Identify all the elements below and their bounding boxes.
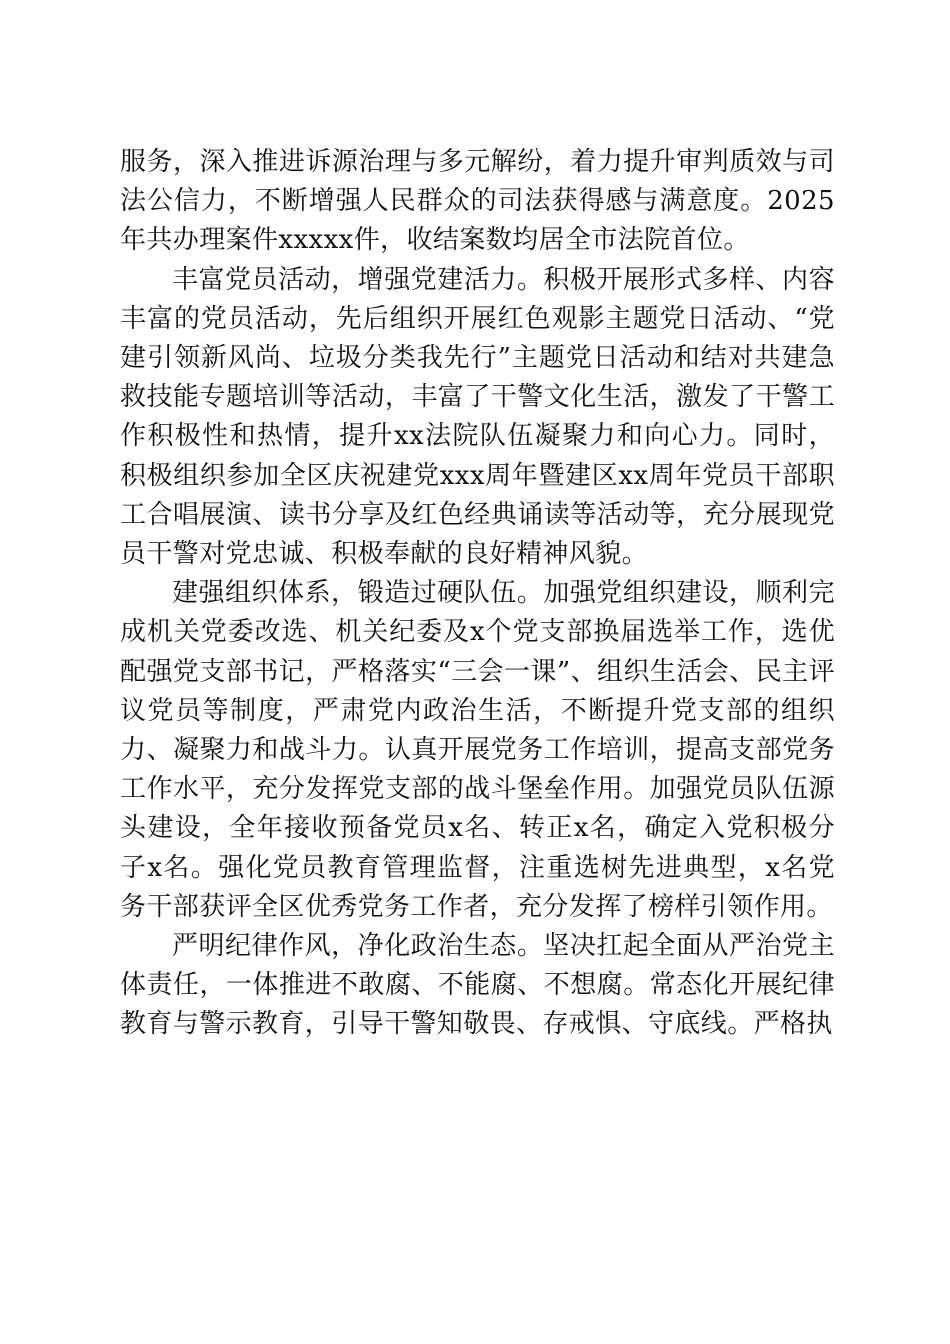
paragraph-party-activities: 丰富党员活动，增强党建活力。积极开展形式多样、内容丰富的党员活动，先后组织开展红色观影主题党日活动、“党建引领新风尚、垃圾分类我先行”主题党日活动和结对共建急救技能专题培训等活动，丰富了干警文化生活，激发了干警工作积极性和热情，提升xx法院队伍凝聚力和向心力。同时，积极组织参加全区庆祝建党xxx周年暨建区xx周年党员干部职工合唱展演、读书分享及红色经典诵读等活动等，充分展现党员干警对党忠诚、积极奉献的良好精神风貌。 — [120, 264, 835, 570]
document-body — [120, 143, 835, 1045]
paragraph-court-service: 服务，深入推进诉源治理与多元解纷，着力提升审判质效与司法公信力，不断增强人民群众的司法获得感与满意度。2025年共办理案件xxxxx件，收结案数均居全市法院首位。 — [120, 147, 835, 256]
paragraph-organization-system: 建强组织体系，锻造过硬队伍。加强党组织建设，顺利完成机关党委改选、机关纪委及x个党支部换届选举工作，选优配强党支部书记，严格落实“三会一课”、组织生活会、民主评议党员等制度，严肃党内政治生活，不断提升党支部的组织力、凝聚力和战斗力。认真开展党务工作培训，提高支部党务工作水平，充分发挥党支部的战斗堡垒作用。加强党员队伍源头建设，全年接收预备党员x名、转正x名，确定入党积极分子x名。强化党员教育管理监督，注重选树先进典型，x名党务干部获评全区优秀党务工作者，充分发挥了榜样引领作用。 — [120, 578, 835, 922]
paragraph-discipline-style: 严明纪律作风，净化政治生态。坚决扛起全面从严治党主体责任，一体推进不敢腐、不能腐、不想腐。常态化开展纪律教育与警示教育，引导干警知敬畏、存戒惧、守底线。严格执 — [120, 931, 835, 1040]
